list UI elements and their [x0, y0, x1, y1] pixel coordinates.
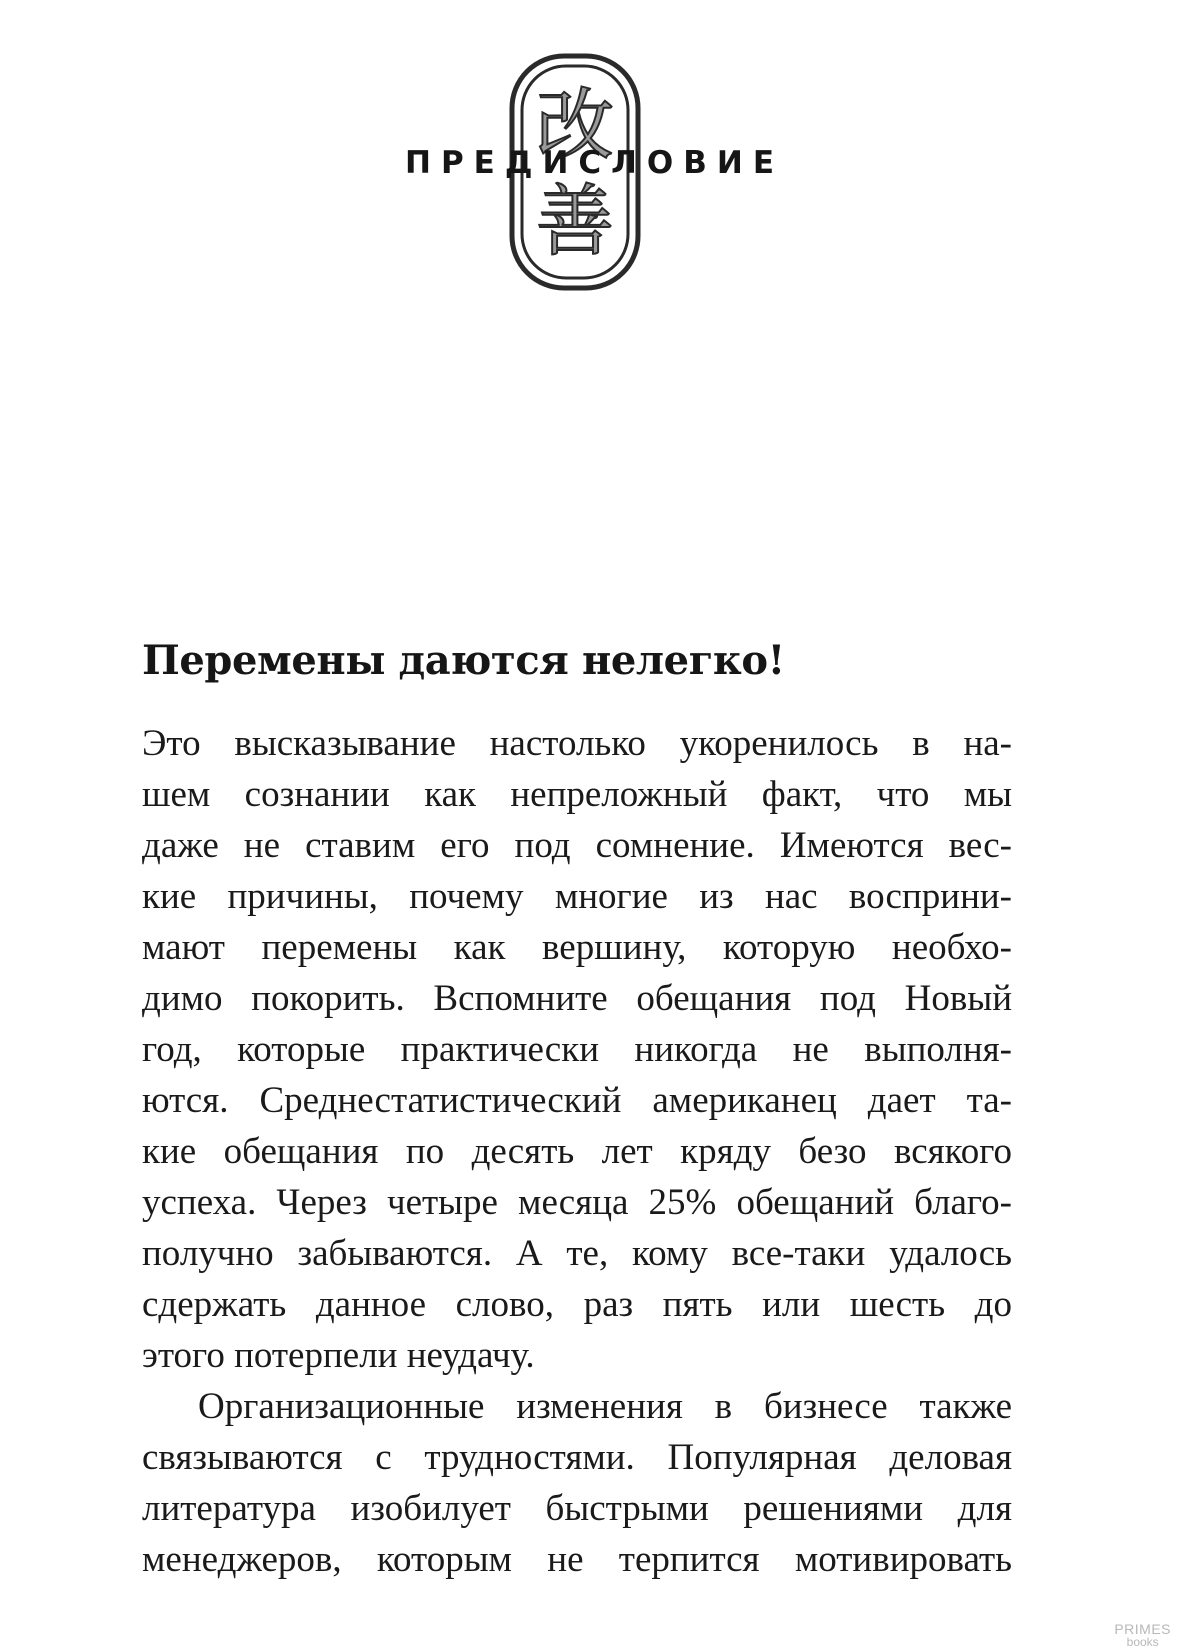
kaizen-char-1: 改	[535, 81, 615, 171]
text-line: мают перемены как вершину, которую необхо-	[142, 927, 1012, 968]
text-line: этого потерпели неудачу.	[142, 1335, 535, 1376]
text-line: кие обещания по десять лет кряду безо всякого	[142, 1131, 1012, 1172]
section-heading: Перемены даются нелегко!	[142, 637, 785, 684]
text-line: Это высказывание настолько укоренилось в на-	[142, 723, 1012, 764]
publisher-logo	[1114, 1623, 1171, 1649]
text-line: сдержать данное слово, раз пять или шесть до	[142, 1284, 1012, 1325]
body-text	[142, 718, 1012, 1585]
text-line: литература изобилует быстрыми решениями для	[142, 1488, 1012, 1529]
text-line: получно забываются. А те, кому все-таки удалось	[142, 1233, 1012, 1274]
text-line: шем сознании как непреложный факт, что мы	[142, 774, 1012, 815]
text-line: менеджеров, которым не терпится мотивировать	[142, 1539, 1012, 1580]
kaizen-char-2: 善	[535, 177, 615, 267]
text-line: год, которые практически никогда не выполня-	[142, 1029, 1012, 1070]
text-line: даже не ставим его под сомнение. Имеются вес-	[142, 825, 1012, 866]
publisher-logo-line2: books	[1126, 1635, 1159, 1649]
text-line: успеха. Через четыре месяца 25% обещаний благо-	[142, 1182, 1012, 1223]
paragraph	[142, 1381, 1012, 1585]
text-line: ются. Среднестатистический американец дает та-	[142, 1080, 1012, 1121]
text-line: связываются с трудностями. Популярная деловая	[142, 1437, 1012, 1478]
chapter-title: ПРЕДИСЛОВИЕ	[405, 145, 784, 181]
text-line: димо покорить. Вспомните обещания под Новый	[142, 978, 1012, 1019]
text-line: кие причины, почему многие из нас восприни-	[142, 876, 1012, 917]
publisher-logo-line1: PRIMES	[1114, 1621, 1171, 1637]
paragraph	[142, 718, 1012, 1381]
text-line: Организационные изменения в бизнесе также	[198, 1386, 1012, 1427]
